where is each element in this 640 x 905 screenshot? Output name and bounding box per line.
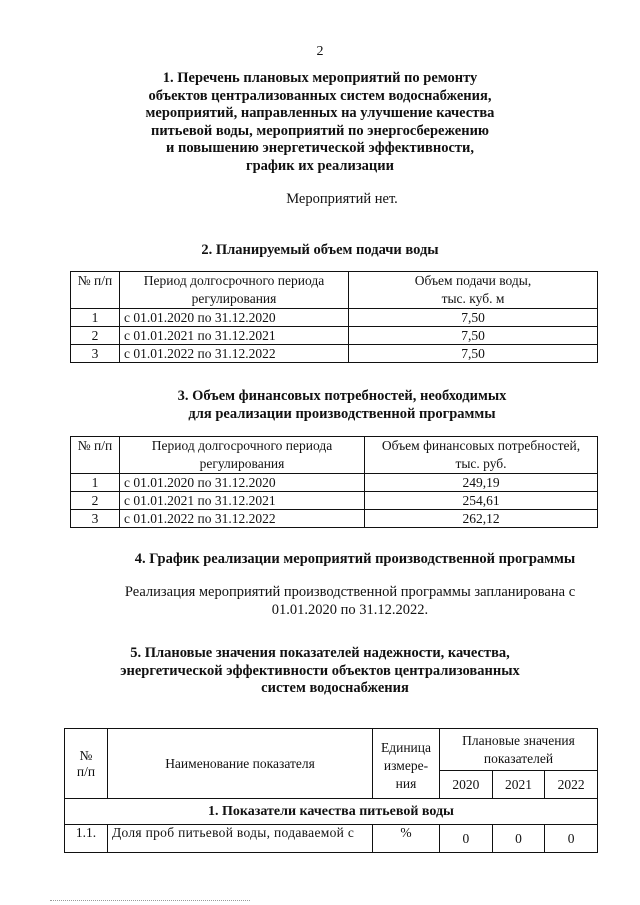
header-period-line: Период долгосрочного периода [143, 273, 325, 288]
header-num-line: п/п [76, 763, 96, 779]
header-indicator-name: Наименование показателя [108, 729, 373, 799]
header-value-line: тыс. куб. м [441, 291, 505, 306]
table-row [71, 309, 598, 327]
row-num: 2 [71, 327, 120, 345]
title-line: для реализации производственной программы [188, 405, 496, 422]
title-line: систем водоснабжения [261, 680, 409, 696]
header-unit-line: Единица [380, 739, 431, 755]
row-num: 1.1. [65, 825, 108, 853]
table-header-row [71, 272, 598, 309]
row-period: с 01.01.2020 по 31.12.2020 [120, 474, 365, 492]
title-line: 1. Перечень плановых мероприятий по ремонту [162, 70, 478, 86]
row-value: 7,50 [349, 327, 598, 345]
title-line: питьевой воды, мероприятий по энергосбережению [150, 122, 490, 139]
row-num: 3 [71, 510, 120, 528]
no-measures-note: Мероприятий нет. [286, 191, 398, 207]
year-2021: 2021 [492, 771, 545, 799]
row-num: 1 [71, 474, 120, 492]
header-period [120, 272, 349, 309]
row-period: с 01.01.2021 по 31.12.2021 [120, 327, 349, 345]
title-line: энергетической эффективности объектов централизованных [120, 662, 520, 679]
header-num-line: № [79, 747, 93, 763]
row-unit: % [373, 825, 440, 853]
header-value-line: Объем подачи воды, [414, 273, 532, 288]
section-3-title [22, 388, 640, 423]
table-header-row [65, 729, 598, 771]
row-value: 249,19 [365, 474, 598, 492]
header-unit-line: измере- [383, 757, 429, 773]
table-row [71, 327, 598, 345]
row-period: с 01.01.2020 по 31.12.2020 [120, 309, 349, 327]
row-indicator-name: Доля проб питьевой воды, подаваемой с [108, 825, 373, 853]
year-2022: 2022 [545, 771, 598, 799]
page-number: 2 [316, 44, 324, 59]
group-row [65, 799, 598, 825]
row-num: 3 [71, 345, 120, 363]
title-line: и повышению энергетической эффективности, [166, 140, 474, 156]
section-5-title [0, 645, 640, 698]
row-value: 254,61 [365, 492, 598, 510]
year-2020: 2020 [440, 771, 493, 799]
table-row [71, 492, 598, 510]
title-line: 5. Плановые значения показателей надежности, качества, [130, 645, 510, 661]
financial-needs-table [70, 436, 598, 528]
header-plan-line: Плановые значения [462, 732, 575, 748]
row-period: с 01.01.2022 по 31.12.2022 [120, 510, 365, 528]
row-value: 7,50 [349, 309, 598, 327]
header-value [365, 437, 598, 474]
header-unit-line: ния [395, 775, 417, 791]
header-period-line: регулирования [191, 291, 277, 306]
section-1-title [0, 70, 640, 175]
header-period-line: Период долгосрочного периода [151, 438, 333, 453]
row-period: с 01.01.2021 по 31.12.2021 [120, 492, 365, 510]
header-num: № п/п [71, 437, 120, 474]
header-period [120, 437, 365, 474]
table-header-row [71, 437, 598, 474]
title-line: 3. Объем финансовых потребностей, необходимых [177, 388, 507, 404]
row-value: 262,12 [365, 510, 598, 528]
header-value [349, 272, 598, 309]
row-value: 7,50 [349, 345, 598, 363]
header-plan-values [440, 729, 598, 771]
table-row [71, 474, 598, 492]
row-period: с 01.01.2022 по 31.12.2022 [120, 345, 349, 363]
header-num: № п/п [71, 272, 120, 309]
section-2-title: 2. Планируемый объем подачи воды [201, 242, 439, 258]
table-row [71, 510, 598, 528]
table-row [71, 345, 598, 363]
section-4-text [30, 583, 640, 619]
text-line: Реализация мероприятий производственной программы запланирована с [124, 584, 576, 600]
water-supply-table [70, 271, 598, 363]
header-plan-line: показателей [483, 750, 554, 766]
row-value-2022: 0 [545, 825, 598, 853]
header-num [65, 729, 108, 799]
header-value-line: Объем финансовых потребностей, [381, 438, 581, 453]
title-line: объектов централизованных систем водоснабжения, [148, 87, 492, 104]
row-value-2021: 0 [492, 825, 545, 853]
scan-artifact [50, 900, 250, 903]
row-num: 2 [71, 492, 120, 510]
section-4-title: 4. График реализации мероприятий производственной программы [134, 551, 576, 567]
row-value-2020: 0 [440, 825, 493, 853]
header-unit [373, 729, 440, 799]
table-row [65, 825, 598, 853]
header-period-line: регулирования [199, 456, 285, 471]
group-title: 1. Показатели качества питьевой воды [65, 799, 598, 825]
text-line: 01.01.2020 по 31.12.2022. [271, 602, 429, 618]
title-line: график их реализации [245, 157, 394, 174]
indicators-table [64, 728, 598, 853]
row-num: 1 [71, 309, 120, 327]
header-value-line: тыс. руб. [455, 456, 507, 471]
title-line: мероприятий, направленных на улучшение качества [145, 105, 495, 121]
